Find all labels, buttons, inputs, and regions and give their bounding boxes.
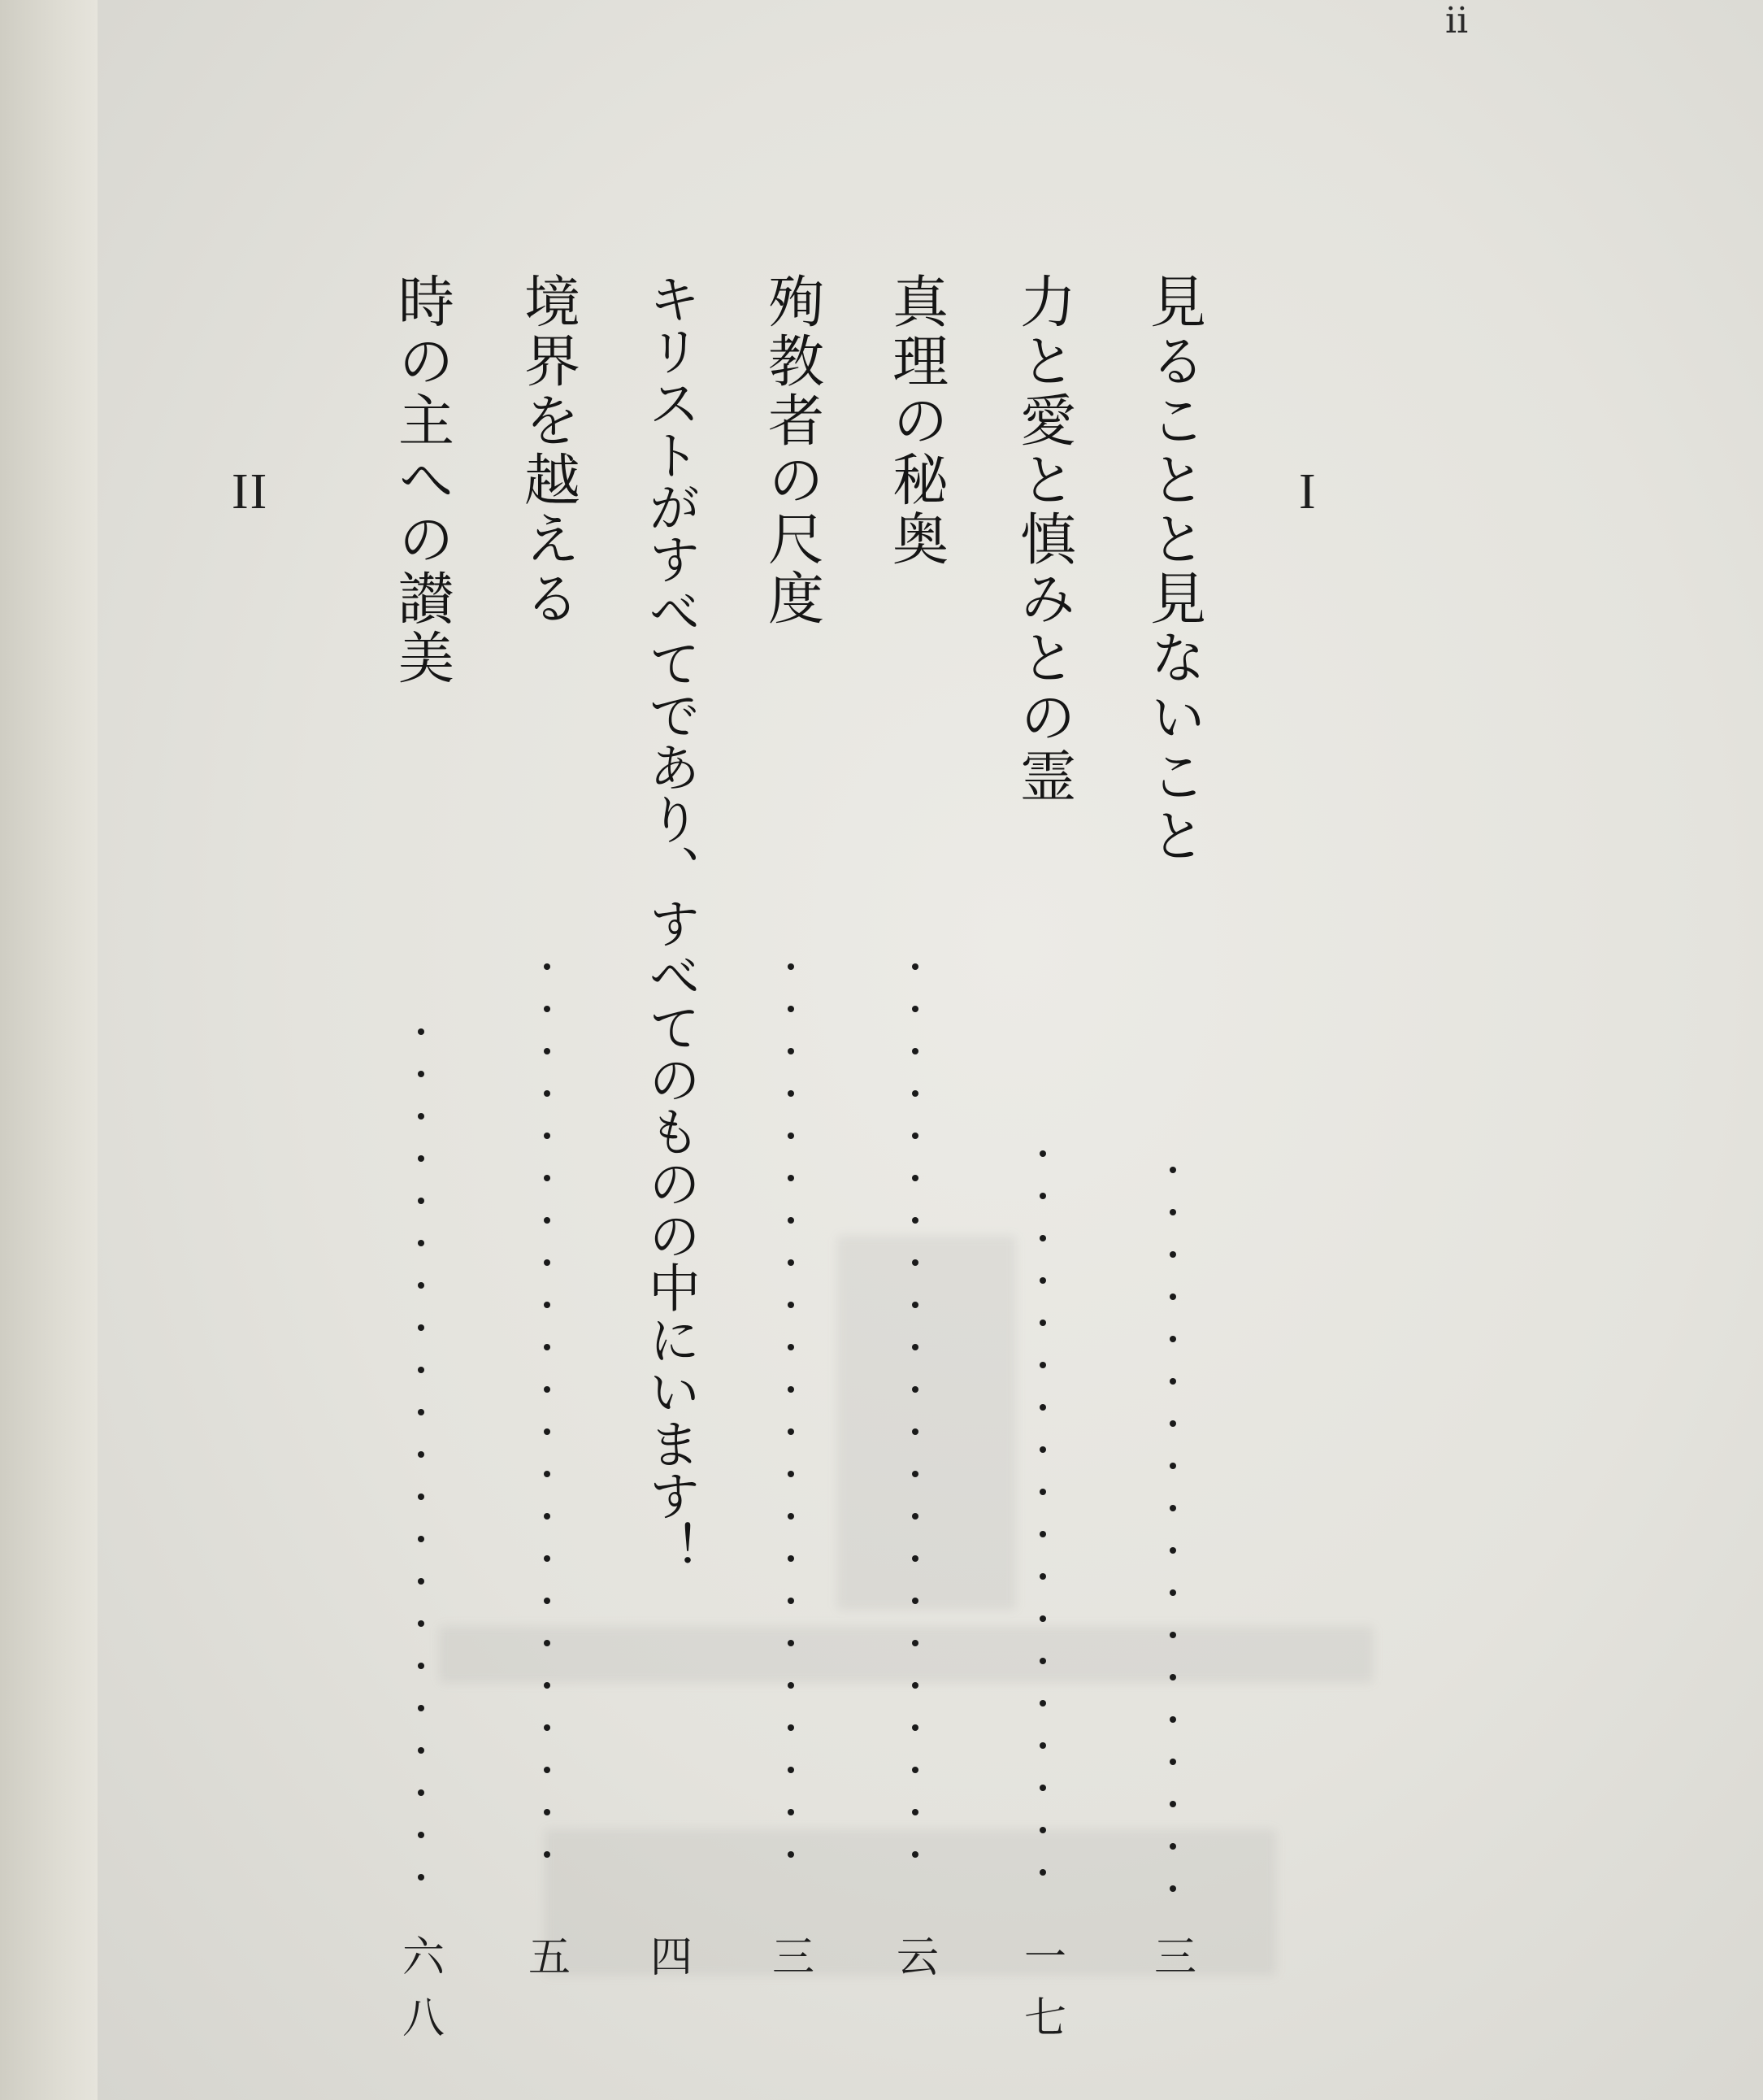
leader-dot — [544, 1724, 550, 1731]
leader-dot — [1170, 1209, 1176, 1215]
leader-dot — [418, 1198, 424, 1204]
toc-entry[interactable] — [515, 272, 580, 1988]
leader-dot — [912, 1302, 918, 1308]
toc-entry-title: 力と愛と慎みとの霊 — [1010, 272, 1075, 807]
leader-dot — [418, 1282, 424, 1289]
leader-dots — [1140, 272, 1205, 1988]
leader-dot — [1170, 1589, 1176, 1596]
leader-dot — [788, 1386, 794, 1393]
leader-dot — [418, 1663, 424, 1669]
leader-dot — [1170, 1505, 1176, 1511]
toc-entry-page: 三 — [771, 1933, 810, 1982]
leader-dot — [788, 1217, 794, 1224]
leader-dot — [418, 1789, 424, 1796]
leader-dot — [912, 1175, 918, 1181]
leader-dot — [1040, 1404, 1046, 1411]
leader-dot — [1040, 1320, 1046, 1326]
leader-dots — [636, 272, 701, 1988]
leader-dot — [788, 1598, 794, 1604]
leader-dot — [418, 1409, 424, 1415]
leader-dot — [418, 1028, 424, 1035]
toc-entry-page: 三 — [1153, 1933, 1192, 1982]
leader-dot — [1170, 1378, 1176, 1385]
leader-dot — [912, 1555, 918, 1562]
leader-dot — [544, 1133, 550, 1139]
leader-dot — [1170, 1336, 1176, 1342]
leader-dot — [788, 1048, 794, 1054]
leader-dots — [389, 272, 454, 1988]
leader-dot — [544, 1344, 550, 1350]
leader-dot — [1040, 1573, 1046, 1580]
leader-dot — [1040, 1362, 1046, 1368]
leader-dot — [788, 1133, 794, 1139]
leader-dot — [788, 1767, 794, 1773]
leader-dot — [418, 1832, 424, 1838]
section-mark-1: I — [1299, 464, 1318, 520]
leader-dot — [788, 1555, 794, 1562]
leader-dot — [1170, 1420, 1176, 1427]
leader-dot — [912, 1428, 918, 1435]
leader-dot — [1170, 1293, 1176, 1300]
toc-entry-page: 云 — [896, 1933, 934, 1982]
leader-dot — [912, 963, 918, 970]
toc-entry-title: 殉教者の尺度 — [758, 272, 823, 628]
leader-dot — [912, 1344, 918, 1350]
leader-dot — [418, 1071, 424, 1077]
leader-dot — [788, 1259, 794, 1266]
leader-dot — [1170, 1716, 1176, 1723]
toc-entry-title: 見ることと見ないこと — [1140, 272, 1205, 866]
leader-dot — [418, 1155, 424, 1162]
leader-dot — [1170, 1885, 1176, 1892]
leader-dot — [544, 1513, 550, 1520]
toc-entry-page: 一七 — [1023, 1933, 1062, 2043]
leader-dot — [788, 1724, 794, 1731]
leader-dot — [912, 1640, 918, 1646]
leader-dot — [418, 1747, 424, 1754]
leader-dot — [1170, 1632, 1176, 1638]
toc-entry-title: キリストがすべてであり、すべてのものの中にいます！ — [640, 272, 700, 1573]
leader-dot — [912, 1809, 918, 1815]
leader-dot — [788, 1851, 794, 1858]
leader-dot — [544, 1428, 550, 1435]
leader-dot — [912, 1386, 918, 1393]
leader-dot — [544, 1386, 550, 1393]
leader-dot — [544, 1809, 550, 1815]
leader-dot — [544, 1090, 550, 1097]
leader-dot — [912, 1471, 918, 1477]
leader-dot — [1040, 1658, 1046, 1664]
leader-dot — [1040, 1615, 1046, 1622]
leader-dot — [418, 1493, 424, 1500]
toc-entry-title: 境界を越える — [515, 272, 580, 628]
leader-dot — [912, 1259, 918, 1266]
leader-dot — [418, 1578, 424, 1585]
leader-dot — [1040, 1700, 1046, 1707]
toc-entry-title: 時の主への讃美 — [389, 272, 454, 688]
leader-dot — [418, 1240, 424, 1246]
leader-dot — [1040, 1150, 1046, 1157]
leader-dots — [883, 272, 948, 1988]
toc-entry-page: 六八 — [402, 1933, 440, 2043]
leader-dot — [544, 963, 550, 970]
leader-dot — [544, 1682, 550, 1689]
leader-dot — [912, 1217, 918, 1224]
leader-dot — [544, 1598, 550, 1604]
leader-dot — [418, 1324, 424, 1331]
toc-entry[interactable] — [636, 272, 701, 1988]
leader-dot — [1170, 1463, 1176, 1469]
leader-dot — [1170, 1251, 1176, 1258]
leader-dot — [418, 1620, 424, 1627]
leader-dot — [1170, 1674, 1176, 1680]
leader-dot — [912, 1682, 918, 1689]
leader-dot — [544, 1471, 550, 1477]
leader-dot — [1040, 1869, 1046, 1876]
leader-dot — [418, 1705, 424, 1711]
leader-dot — [912, 1048, 918, 1054]
leader-dot — [1170, 1547, 1176, 1554]
leader-dot — [788, 1640, 794, 1646]
leader-dot — [788, 1809, 794, 1815]
page-number: ii — [1445, 0, 1469, 41]
facing-page-edge — [0, 0, 98, 2100]
leader-dot — [544, 1302, 550, 1308]
leader-dot — [788, 1006, 794, 1012]
leader-dot — [544, 1767, 550, 1773]
leader-dot — [912, 1851, 918, 1858]
toc-entry[interactable] — [389, 272, 454, 1988]
leader-dot — [544, 1640, 550, 1646]
leader-dots — [758, 272, 823, 1988]
toc-entry[interactable] — [1140, 272, 1205, 1988]
leader-dot — [1040, 1277, 1046, 1284]
leader-dot — [788, 1175, 794, 1181]
leader-dot — [418, 1367, 424, 1373]
leader-dot — [418, 1536, 424, 1542]
leader-dot — [1170, 1801, 1176, 1807]
leader-dot — [1170, 1843, 1176, 1850]
toc-entry[interactable] — [758, 272, 823, 1988]
leader-dot — [1170, 1167, 1176, 1173]
leader-dot — [544, 1006, 550, 1012]
leader-dot — [912, 1090, 918, 1097]
leader-dot — [912, 1767, 918, 1773]
leader-dot — [1040, 1235, 1046, 1241]
leader-dots — [515, 272, 580, 1988]
leader-dot — [418, 1874, 424, 1880]
leader-dot — [788, 1344, 794, 1350]
leader-dot — [1170, 1759, 1176, 1765]
leader-dot — [1040, 1193, 1046, 1199]
leader-dot — [544, 1259, 550, 1266]
leader-dot — [788, 1682, 794, 1689]
leader-dot — [1040, 1489, 1046, 1495]
leader-dot — [788, 963, 794, 970]
leader-dot — [1040, 1446, 1046, 1453]
leader-dot — [788, 1302, 794, 1308]
leader-dot — [1040, 1827, 1046, 1833]
toc-entry[interactable] — [1010, 272, 1075, 1988]
toc-entry[interactable] — [883, 272, 948, 1988]
leader-dot — [1040, 1742, 1046, 1749]
leader-dot — [912, 1513, 918, 1520]
leader-dot — [544, 1851, 550, 1858]
leader-dot — [788, 1471, 794, 1477]
leader-dot — [912, 1006, 918, 1012]
leader-dot — [544, 1175, 550, 1181]
leader-dot — [912, 1724, 918, 1731]
leader-dot — [1040, 1785, 1046, 1791]
leader-dot — [544, 1048, 550, 1054]
leader-dot — [788, 1090, 794, 1097]
leader-dot — [544, 1217, 550, 1224]
leader-dot — [912, 1133, 918, 1139]
leader-dot — [788, 1428, 794, 1435]
leader-dots — [1010, 272, 1075, 1988]
toc-entry-page: 五 — [528, 1933, 566, 1982]
section-mark-2: II — [232, 464, 269, 520]
leader-dot — [418, 1451, 424, 1458]
leader-dot — [1040, 1531, 1046, 1537]
leader-dot — [544, 1555, 550, 1562]
toc-entry-title: 真理の秘奥 — [883, 272, 948, 569]
leader-dot — [912, 1598, 918, 1604]
toc-entry-page: 四 — [649, 1933, 688, 1982]
leader-dot — [418, 1113, 424, 1120]
leader-dot — [788, 1513, 794, 1520]
